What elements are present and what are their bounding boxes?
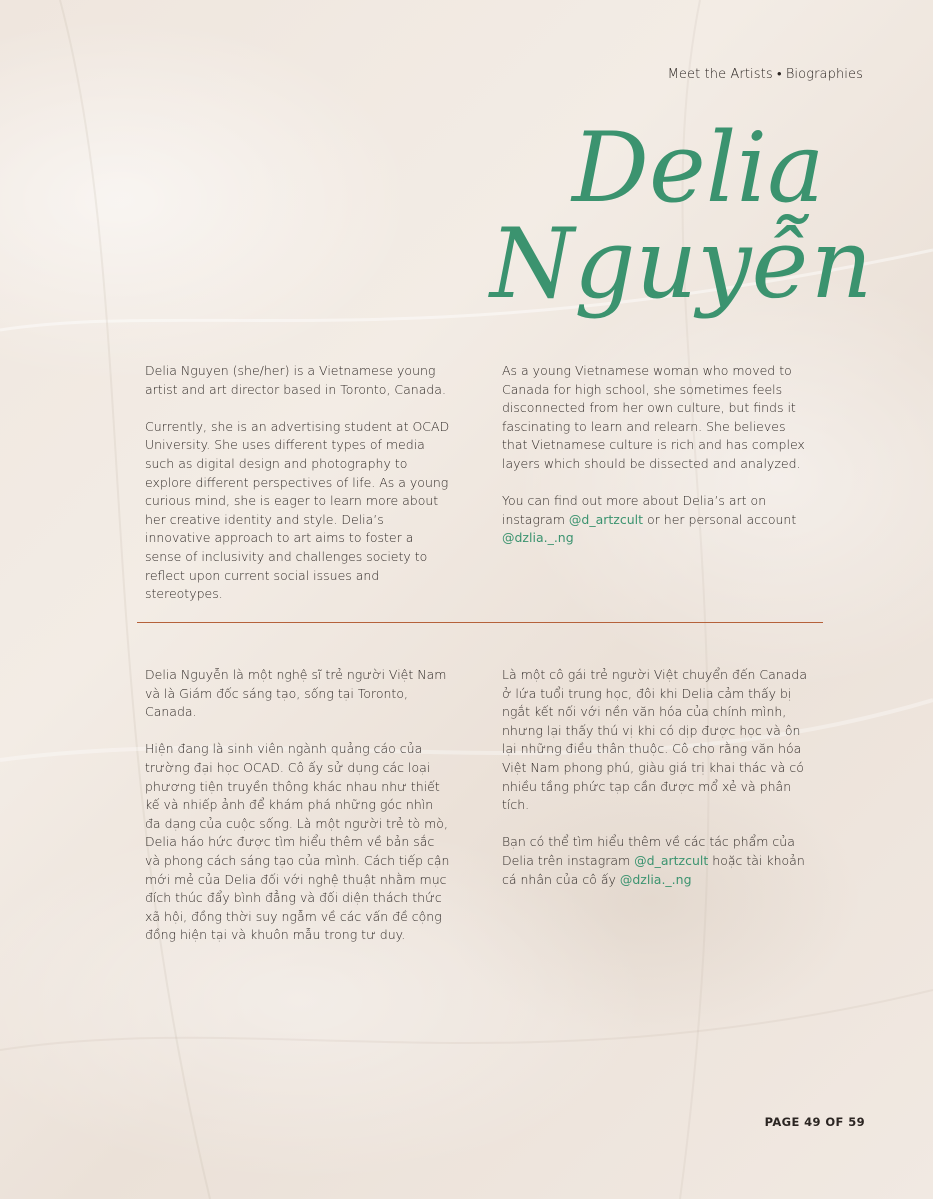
bio-paragraph: Delia Nguyễn là một nghệ sĩ trẻ người Việt Nam và là Giám đốc sáng tạo, sống tại Toronto, Canada. bbox=[145, 667, 447, 720]
english-bio-right bbox=[502, 362, 807, 567]
page-number: PAGE 49 OF 59 bbox=[764, 1115, 865, 1129]
bio-paragraph: Hiện đang là sinh viên ngành quảng cáo của trường đại học OCAD. Cô ấy sử dụng các loại phương tiện truyền thông khác nhau như thiết kế và nhiếp ảnh để khám phá những góc nhìn đa dạng của cuộc sống. Là một người trẻ tò mò, Delia háo hức được tìm hiểu thêm về bản sắc và phong cách sáng tạo của mình. Cách tiếp cận mới mẻ của Delia đối với nghệ thuật nhằm mục đích thúc đẩy bình đẳng và đối diện thách thức xã hội, đồng thời suy ngẫm về các vấn đề cộng đồng hiện tại và khuôn mẫu trong tư duy. bbox=[145, 741, 450, 943]
section-divider bbox=[137, 622, 823, 623]
bio-paragraph: Currently, she is an advertising student at OCAD University. She uses different types of media such as digital design and photography to explore different perspectives of life. As a young curious mind, she is eager to learn more about her creative identity and style. Delia’s innovative approach to art aims to foster a sense of inclusivity and challenges society to reflect upon current social issues and stereotypes. bbox=[145, 418, 450, 602]
vietnamese-bio-right bbox=[502, 666, 807, 908]
links-text: or her personal account bbox=[643, 511, 797, 527]
bio-links-paragraph bbox=[502, 833, 807, 889]
links-text: hoặc tài khoản cá nhân của cô ấy bbox=[502, 852, 805, 887]
bio-paragraph: Delia Nguyen (she/her) is a Vietnamese young artist and art director based in Toronto, Canada. bbox=[145, 363, 446, 397]
artist-first-name: Delia bbox=[572, 112, 825, 224]
links-text: Bạn có thể tìm hiểu thêm về các tác phẩm của Delia trên instagram bbox=[502, 834, 795, 868]
bio-paragraph: As a young Vietnamese woman who moved to Canada for high school, she sometimes feels disconnected from her own culture, but finds it fascinating to learn and relearn. She believes that Vietnamese culture is rich and has complex layers which should be dissected and analyzed. bbox=[502, 363, 805, 471]
section-header: Meet the Artists • Biographies bbox=[667, 67, 863, 82]
vietnamese-bio-left bbox=[145, 666, 450, 964]
english-bio-left bbox=[145, 362, 450, 622]
instagram-handle-link[interactable]: @d_artzcult bbox=[634, 852, 709, 868]
personal-handle-link[interactable]: @dzlia._.ng bbox=[619, 871, 692, 887]
artist-name-title bbox=[480, 112, 873, 340]
bio-paragraph: Là một cô gái trẻ người Việt chuyển đến Canada ở lứa tuổi trung học, đôi khi Delia cảm thấy bị ngắt kết nối với nền văn hóa của chính mình, nhưng lại thấy thú vị khi có dịp được học và ôn lại những điều thân thuộc. Cô cho rằng văn hóa Việt Nam phong phú, giàu giá trị khai thác và có nhiều tầng phức tạp cần được mổ xẻ và phân tích. bbox=[502, 667, 807, 813]
personal-handle-link[interactable]: @dzlia._.ng bbox=[502, 530, 574, 546]
artist-last-name: Nguyễn bbox=[490, 208, 873, 320]
instagram-handle-link[interactable]: @d_artzcult bbox=[568, 511, 644, 527]
bio-links-paragraph bbox=[502, 492, 807, 548]
links-text: You can find out more about Delia’s art on instagram bbox=[502, 493, 767, 527]
